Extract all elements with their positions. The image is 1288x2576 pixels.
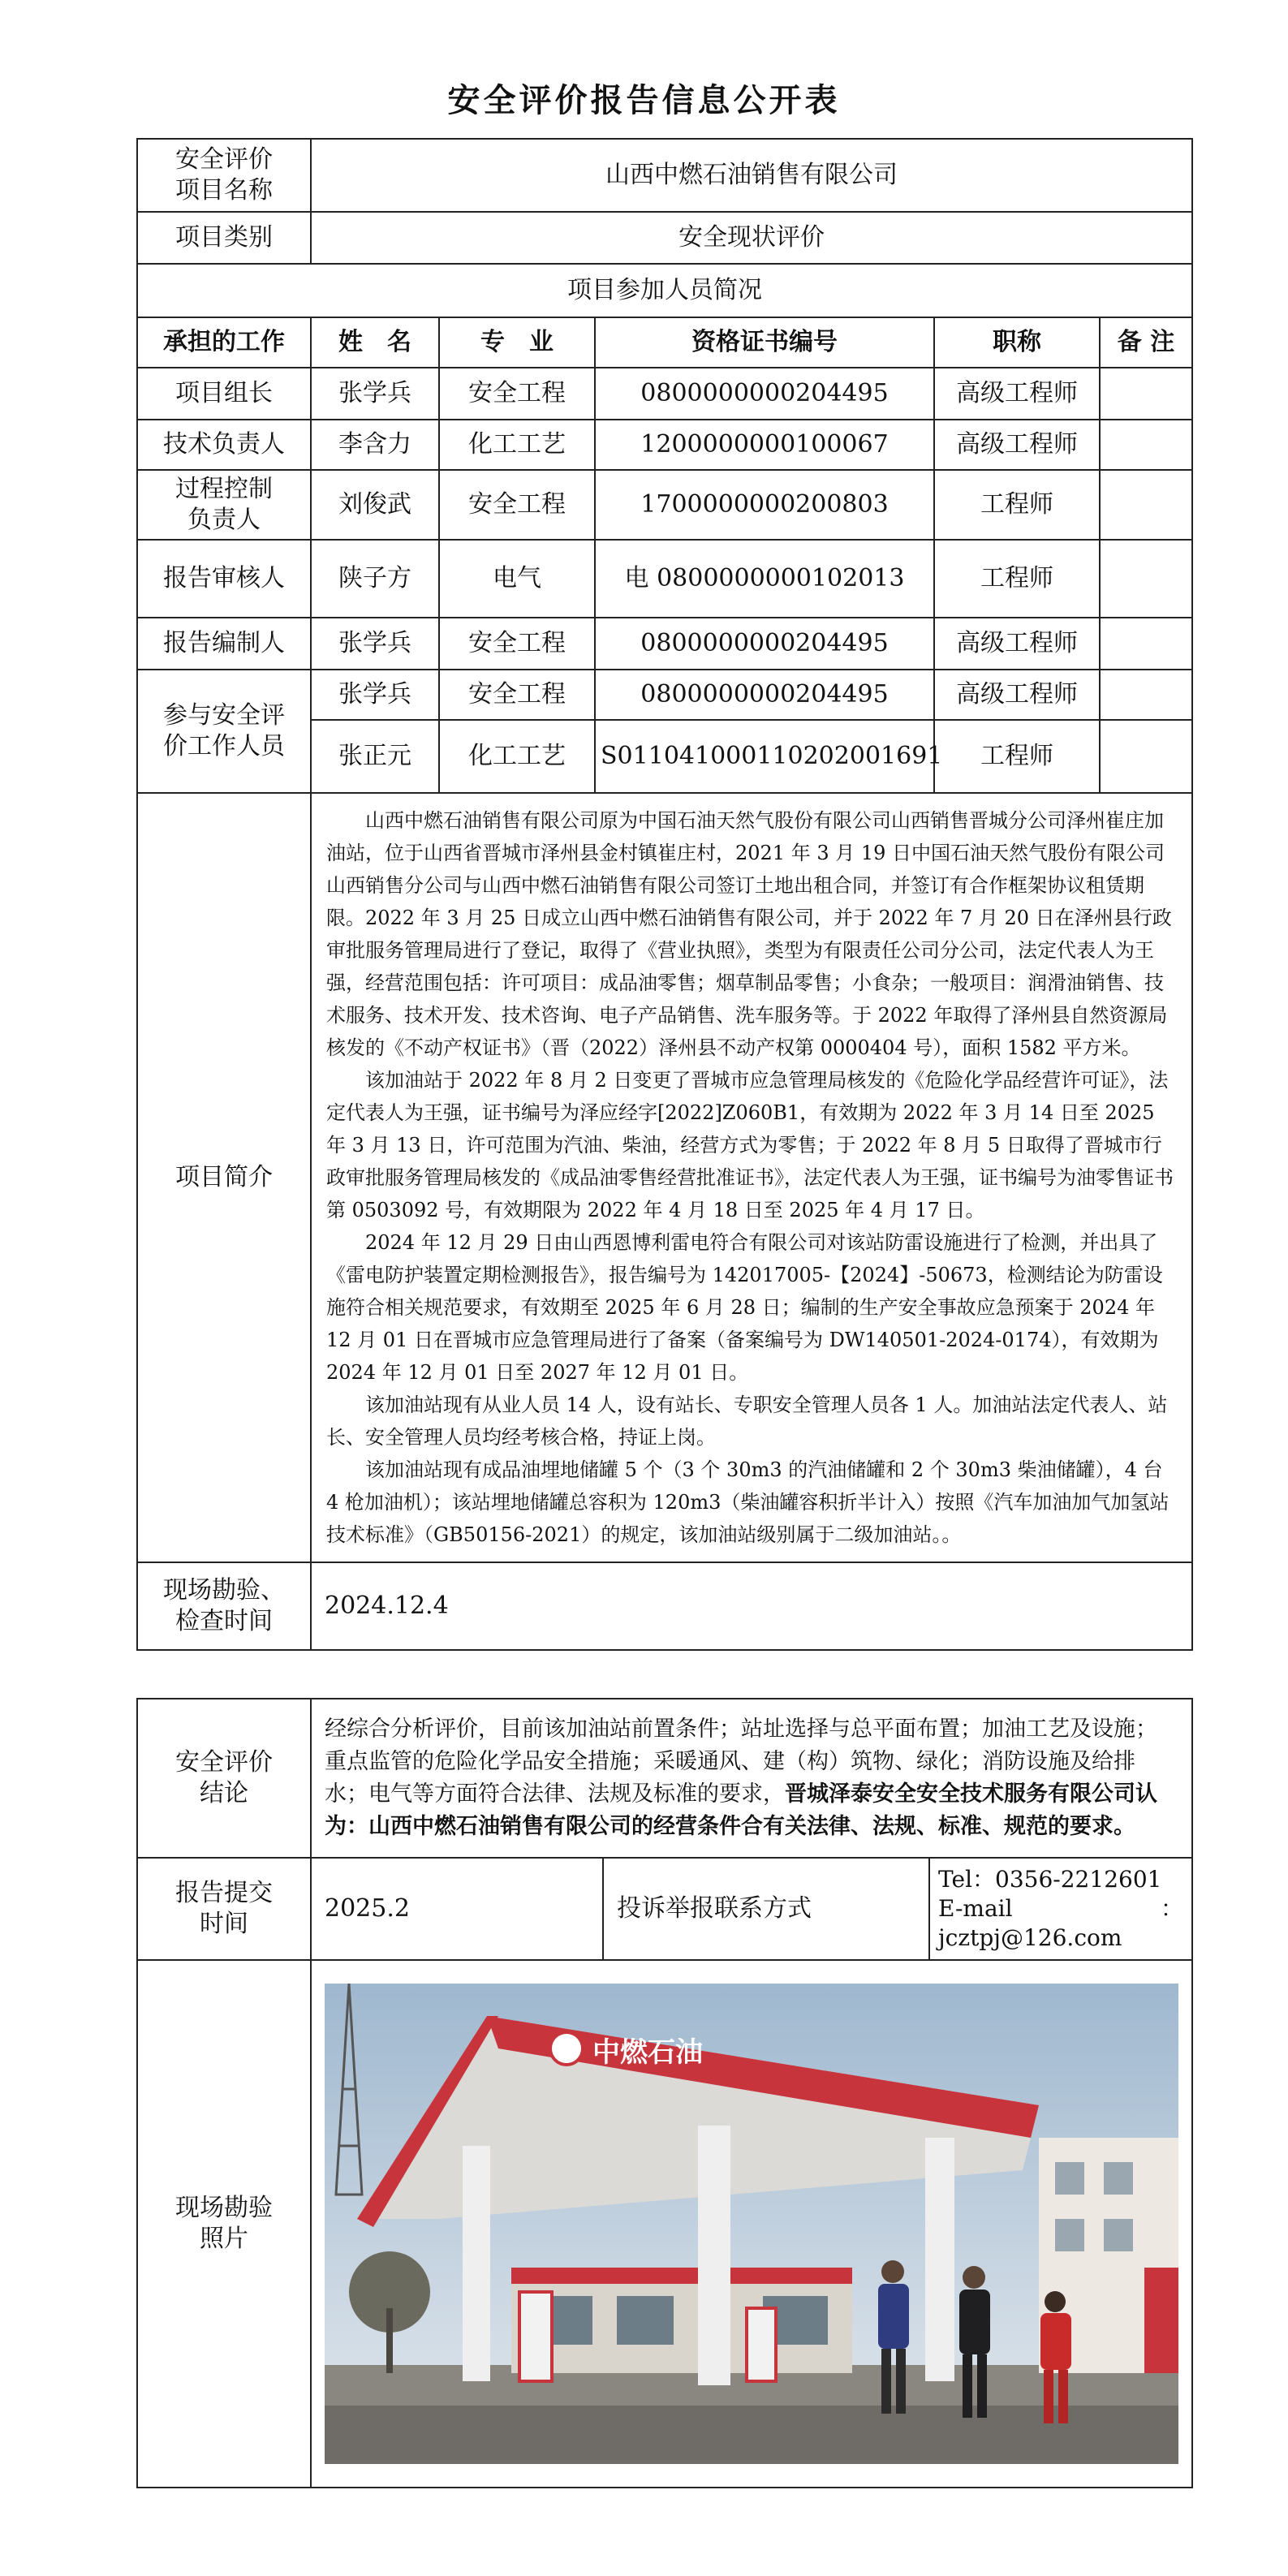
canopy-column: [463, 2146, 490, 2381]
conclusion-bold: 晋城泽泰安全安全技术服务有限公司认为：山西中燃石油销售有限公司的经营条件合有关法律、法规、标准、规范的要求。: [325, 1781, 1157, 1839]
contact-info: [929, 1858, 1192, 1960]
role-cell: 报告审核人: [137, 540, 311, 618]
canopy-column: [698, 2126, 730, 2385]
submit-label: 报告提交 时间: [137, 1858, 311, 1960]
name-cell: 张学兵: [311, 618, 439, 670]
row-intro: [137, 793, 1192, 1562]
intro-paragraph: 该加油站现有成品油埋地储罐 5 个（3 个 30m3 的汽油储罐和 2 个 30m3 柴油储罐），4 台 4 枪加油机）；该站埋地储罐总容积为 120m3（柴油罐容积折半计入）按照《汽车加油加气加氢站技术标准》（GB50156-2021）的规定，该加油站级别属于二级加油站。。: [326, 1458, 1170, 1546]
header-major: 专 业: [439, 317, 595, 368]
cert-cell: S011041000110202001691: [595, 720, 934, 793]
photo-label: 现场勘验 照片: [137, 1960, 311, 2488]
row-photo: [137, 1960, 1192, 2488]
name-cell: 陕子方: [311, 540, 439, 618]
gas-station-illustration: [325, 1984, 1178, 2464]
contact-tel: Tel：0356-2212601: [938, 1866, 1162, 1893]
table-row: [137, 618, 1192, 670]
header-role: 承担的工作: [137, 317, 311, 368]
title-cell: 工程师: [934, 540, 1100, 618]
intro-text: [311, 793, 1192, 1562]
name-cell: 李含力: [311, 420, 439, 470]
cert-cell: 1200000000100067: [595, 420, 934, 470]
role-cell: 技术负责人: [137, 420, 311, 470]
contact-email-colon: ：: [1161, 1895, 1184, 1922]
header-title: 职称: [934, 317, 1100, 368]
submit-date: 2025.2: [311, 1858, 603, 1960]
category-value: 安全现状评价: [311, 212, 1192, 264]
major-cell: 化工工艺: [439, 420, 595, 470]
complaint-label: 投诉举报联系方式: [603, 1858, 929, 1960]
photo-cell: [311, 1960, 1192, 2488]
remark-cell: [1100, 540, 1192, 618]
role-cell: 报告编制人: [137, 618, 311, 670]
contact-email-label: E-mail: [938, 1895, 1013, 1922]
intro-paragraph: 山西中燃石油销售有限公司原为中国石油天然气股份有限公司山西销售晋城分公司泽州崔庄加油站，位于山西省晋城市泽州县金村镇崔庄村，2021 年 3 月 19 日中国石油天然气股份有限公司山西销售分公司与山西中燃石油销售有限公司签订土地出租合同，并签订有合作框架协议租赁期限。2022 年 3 月 25 日成立山西中燃石油销售有限公司，并于 2022 年 7 月 20 日在泽州县行政审批服务管理局进行了登记，取得了《营业执照》，类型为有限责任公司分公司，法定代表人为王强，经营范围包括：许可项目：成品油零售；烟草制品零售；小食杂；一般项目：润滑油销售、技术服务、技术开发、技术咨询、电子产品销售、洗车服务等。于 2022 年取得了泽州县自然资源局核发的《不动产权证书》（晋（2022）泽州县不动产权第 0000404 号），面积 1582 平方米。: [326, 809, 1172, 1059]
title-cell: 高级工程师: [934, 420, 1100, 470]
personnel-header: [137, 317, 1192, 368]
header-cert: 资格证书编号: [595, 317, 934, 368]
conclusion-text: [311, 1699, 1192, 1858]
remark-cell: [1100, 618, 1192, 670]
page-title: 安全评价报告信息公开表: [447, 81, 841, 119]
row-category: [137, 212, 1192, 264]
major-cell: 安全工程: [439, 470, 595, 540]
table-row: [137, 670, 1192, 720]
fuel-pump-icon: [747, 2308, 776, 2381]
name-cell: 张学兵: [311, 670, 439, 720]
title-cell: 高级工程师: [934, 368, 1100, 420]
major-cell: 电气: [439, 540, 595, 618]
row-conclusion: [137, 1699, 1192, 1858]
project-name-value: 山西中燃石油销售有限公司: [311, 139, 1192, 212]
conclusion-label: 安全评价 结论: [137, 1699, 311, 1858]
table-row: [137, 470, 1192, 540]
contact-email: jcztpj@126.com: [938, 1924, 1122, 1951]
intro-paragraph: 该加油站现有从业人员 14 人，设有站长、专职安全管理人员各 1 人。加油站法定代表人、站长、安全管理人员均经考核合格，持证上岗。: [326, 1394, 1168, 1449]
table-row: [137, 368, 1192, 420]
role-cell: 项目组长: [137, 368, 311, 420]
row-personnel-title: [137, 264, 1192, 317]
intro-label: 项目简介: [137, 793, 311, 1562]
cert-cell: 0800000000204495: [595, 618, 934, 670]
name-cell: 张正元: [311, 720, 439, 793]
cert-cell: 电 0800000000102013: [595, 540, 934, 618]
title-cell: 工程师: [934, 470, 1100, 540]
remark-cell: [1100, 470, 1192, 540]
canopy-column: [925, 2138, 954, 2381]
major-cell: 安全工程: [439, 618, 595, 670]
role-cell: 过程控制 负责人: [137, 470, 311, 540]
contact-email-row: [938, 1894, 1183, 1923]
major-cell: 安全工程: [439, 670, 595, 720]
category-label: 项目类别: [137, 212, 311, 264]
project-name-label: 安全评价 项目名称: [137, 139, 311, 212]
remark-cell: [1100, 368, 1192, 420]
canopy-sign: 中燃石油: [592, 2036, 703, 2069]
intro-paragraph: 2024 年 12 月 29 日由山西恩博利雷电符合有限公司对该站防雷设施进行了检测，并出具了《雷电防护装置定期检测报告》，报告编号为 142017005-【2024】-50673，检测结论为防雷设施符合相关规范要求，有效期至 2025 年 6 月 28 日；编制的生产安全事故应急预案于 2024 年 12 月 01 日在晋城市应急管理局进行了备案（备案编号为 DW140501-2024-0174），有效期为 2024 年 12 月 01 日至 2027 年 12 月 01 日。: [326, 1231, 1163, 1384]
info-table: [136, 138, 1193, 1651]
brand-logo-icon: [550, 2032, 583, 2065]
cert-cell: 1700000000200803: [595, 470, 934, 540]
fuel-pump-icon: [519, 2292, 552, 2381]
table-row: [137, 420, 1192, 470]
header-name: 姓 名: [311, 317, 439, 368]
table-row: [137, 540, 1192, 618]
title-cell: 高级工程师: [934, 618, 1100, 670]
row-survey-time: [137, 1562, 1192, 1650]
row-project-name: [137, 139, 1192, 212]
site-photo: [325, 1984, 1178, 2464]
intro-paragraph: 该加油站于 2022 年 8 月 2 日变更了晋城市应急管理局核发的《危险化学品经营许可证》，法定代表人为王强，证书编号为泽应经字[2022]Z060B1，有效期为 2022 年 3 月 14 日至 2025 年 3 月 13 日，许可范围为汽油、柴油，经营方式为零售；于 2022 年 8 月 5 日取得了晋城市行政审批服务管理局核发的《成品油零售经营批准证书》，法定代表人为王强，证书编号为油零售证书第 0503092 号，有效期限为 2022 年 4 月 18 日至 2025 年 4 月 17 日。: [326, 1069, 1174, 1221]
name-cell: 张学兵: [311, 368, 439, 420]
survey-date: 2024.12.4: [311, 1562, 1192, 1650]
remark-cell: [1100, 670, 1192, 720]
conclusion-table: [136, 1698, 1193, 2488]
title-cell: 工程师: [934, 720, 1100, 793]
remark-cell: [1100, 720, 1192, 793]
personnel-title: 项目参加人员简况: [137, 264, 1192, 317]
name-cell: 刘俊武: [311, 470, 439, 540]
title-cell: 高级工程师: [934, 670, 1100, 720]
major-cell: 安全工程: [439, 368, 595, 420]
survey-label: 现场勘验、 检查时间: [137, 1562, 311, 1650]
major-cell: 化工工艺: [439, 720, 595, 793]
cert-cell: 0800000000204495: [595, 670, 934, 720]
remark-cell: [1100, 420, 1192, 470]
cert-cell: 0800000000204495: [595, 368, 934, 420]
conclusion-normal: 经综合分析评价，目前该加油站前置条件；站址选择与总平面布置；加油工艺及设施；重点监管的危险化学品安全措施；采暖通风、建（构）筑物、绿化；消防设施及给排水；电气等方面符合法律、法规及标准的要求，: [325, 1717, 1157, 1807]
role-cell: 参与安全评 价工作人员: [137, 670, 311, 793]
row-submit: [137, 1858, 1192, 1960]
header-remark: 备 注: [1100, 317, 1192, 368]
